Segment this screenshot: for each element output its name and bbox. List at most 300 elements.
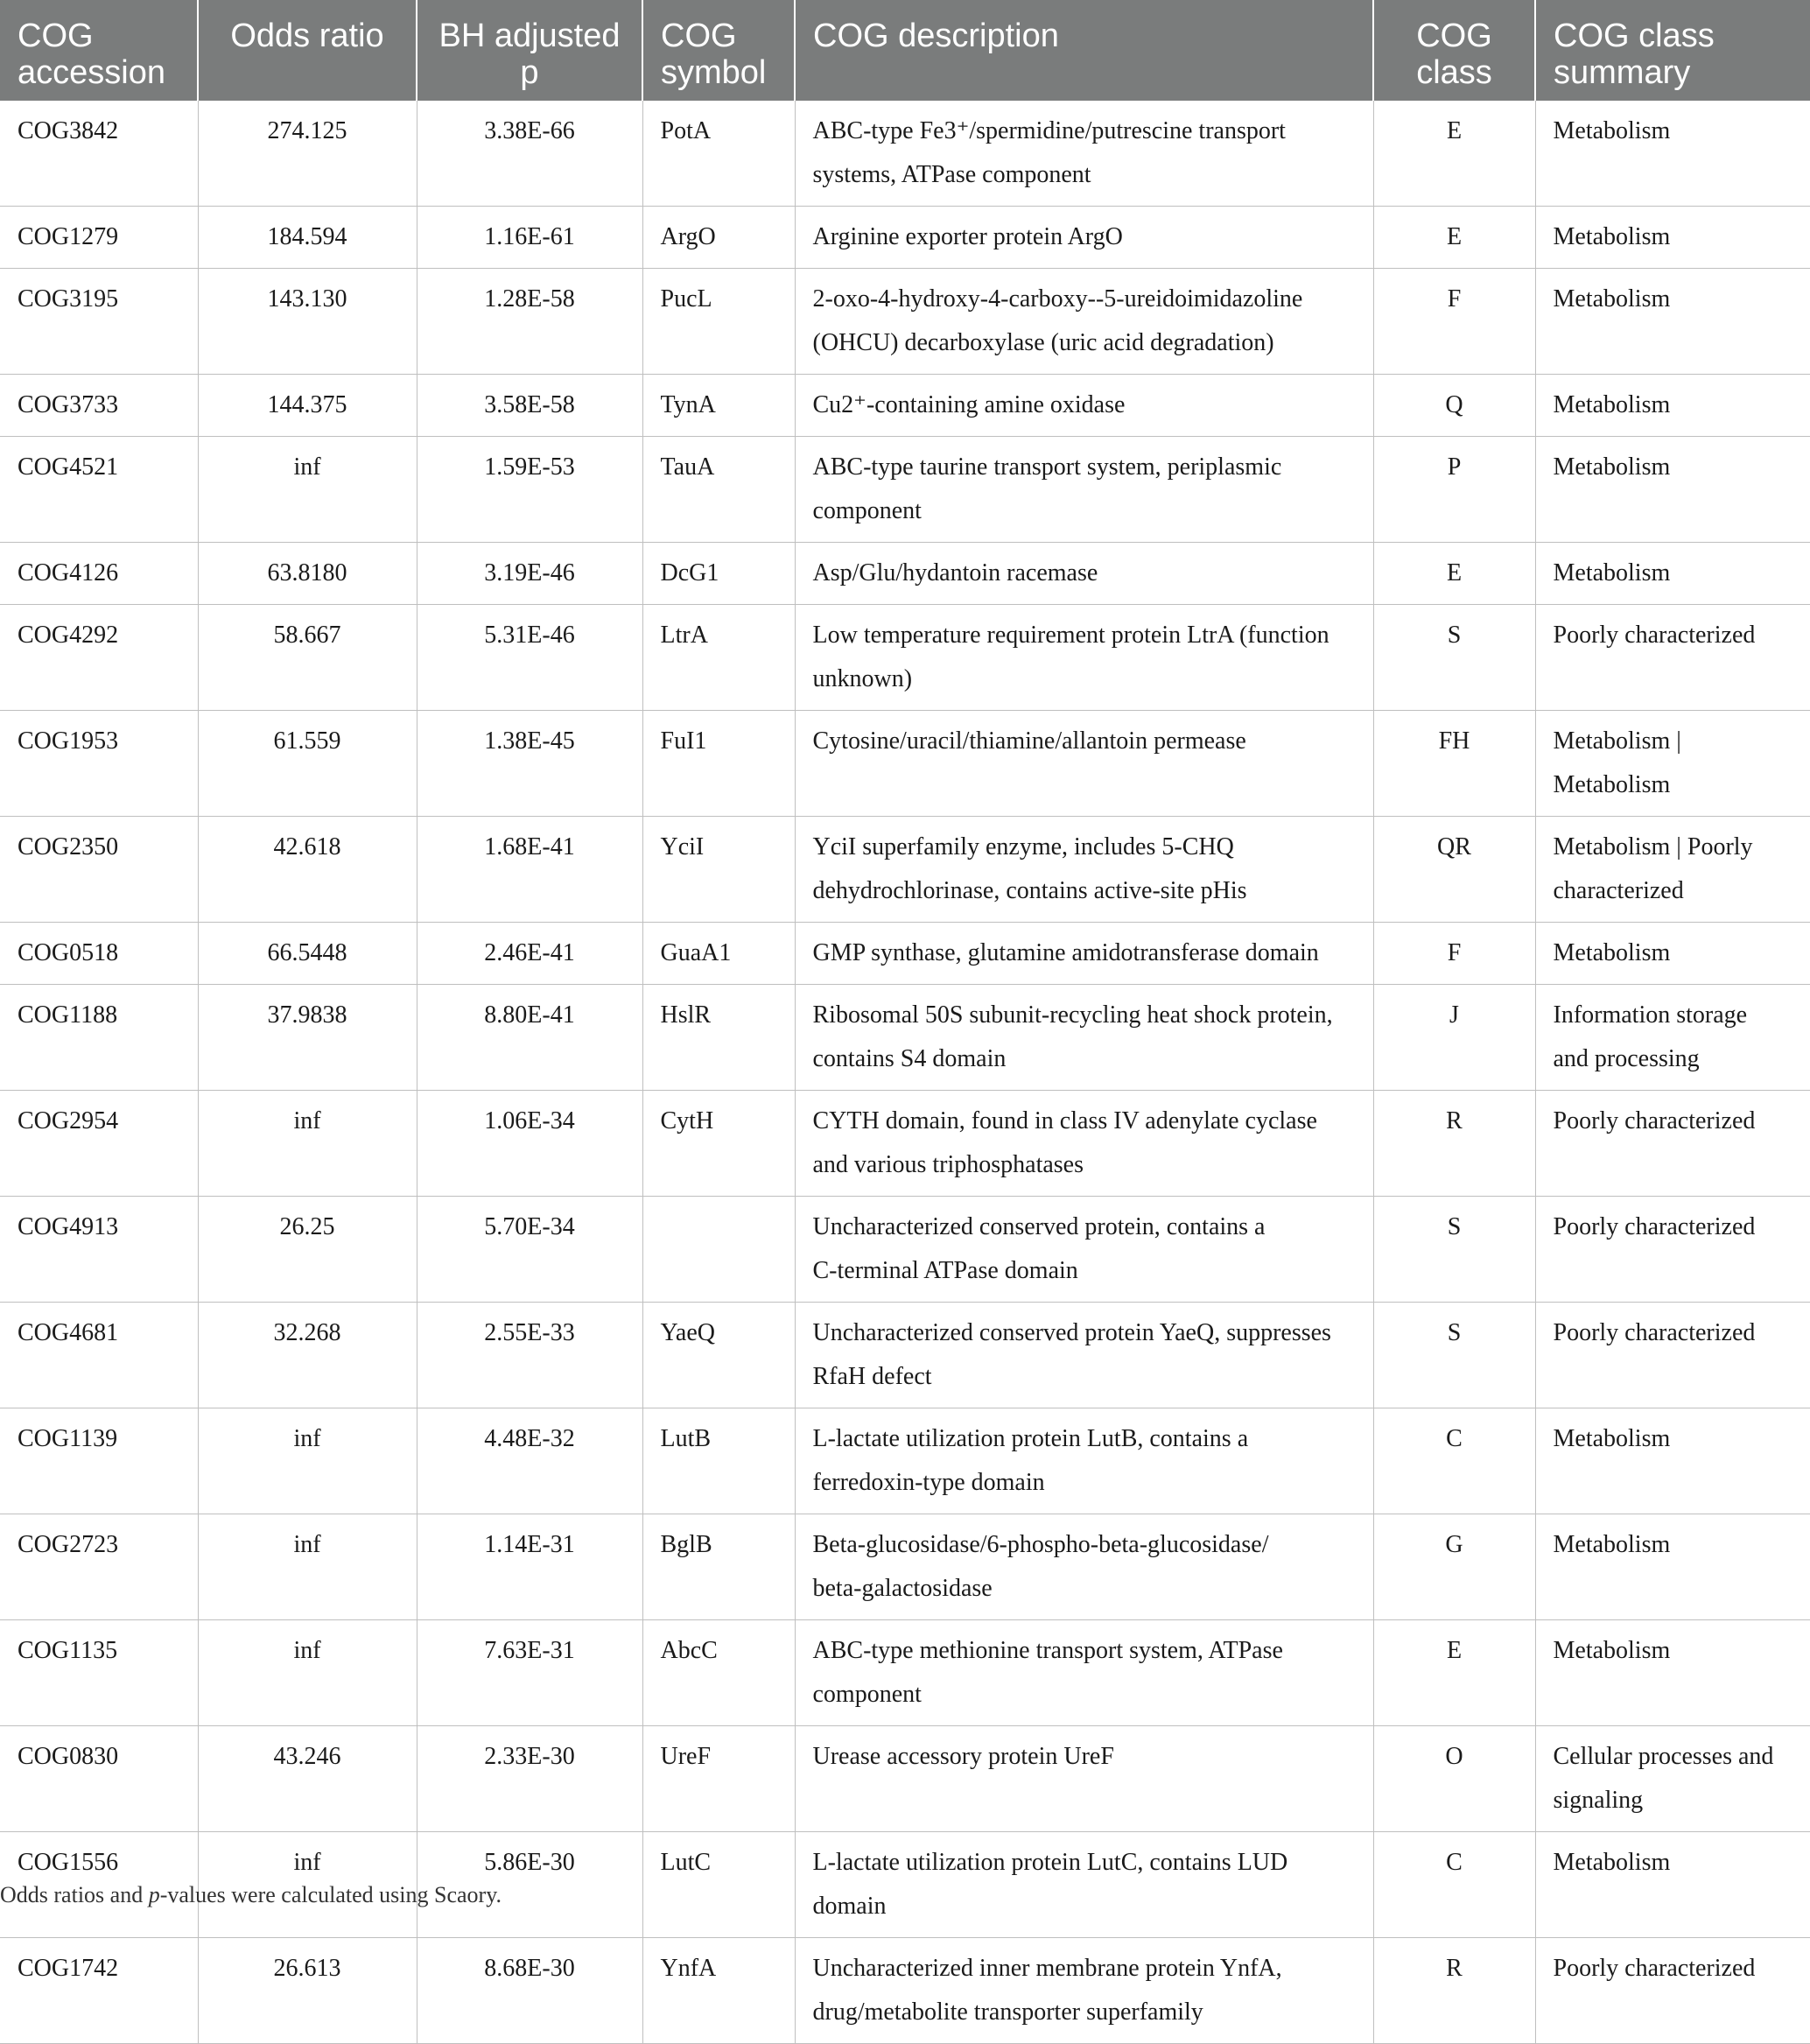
cell-cog-symbol-text: AbcC xyxy=(660,1637,718,1664)
cell-cog-description-text: ABC-type methionine transport system, ATPase xyxy=(812,1637,1283,1664)
cell-cog-description-text: C-terminal ATPase domain xyxy=(812,1257,1078,1284)
cell-cog-symbol-text: BglB xyxy=(660,1531,712,1558)
cell-cog-class-text: Q xyxy=(1445,391,1463,418)
cell-cog-class xyxy=(1373,375,1535,437)
cell-cog-class-text: F xyxy=(1447,939,1462,966)
cell-cog-class-summary xyxy=(1535,1408,1810,1514)
cell-cog-accession-text: COG4292 xyxy=(18,622,119,649)
cell-cog-symbol xyxy=(642,207,795,269)
table-row xyxy=(0,1620,1810,1726)
cell-cog-description-text: contains S4 domain xyxy=(812,1045,1007,1072)
cell-odds-ratio xyxy=(198,437,417,543)
cell-cog-description xyxy=(795,437,1373,543)
cell-cog-description-text: component xyxy=(812,497,922,524)
cell-cog-class-summary xyxy=(1535,375,1810,437)
cell-bh-adjusted-p-text: 1.06E-34 xyxy=(484,1107,575,1134)
cell-bh-adjusted-p-text: 4.48E-32 xyxy=(484,1425,575,1452)
cell-cog-class xyxy=(1373,1091,1535,1197)
cell-odds-ratio xyxy=(198,985,417,1091)
cell-cog-class-summary xyxy=(1535,543,1810,605)
cell-cog-description-text: Beta-glucosidase/6-phospho-beta-glucosidase/ xyxy=(812,1531,1269,1558)
cell-cog-description xyxy=(795,1408,1373,1514)
cell-cog-accession-text: COG2954 xyxy=(18,1107,119,1134)
cell-cog-class xyxy=(1373,1620,1535,1726)
cell-cog-symbol-text: PucL xyxy=(660,285,712,313)
cell-cog-class-text: E xyxy=(1446,559,1463,587)
cell-odds-ratio-text: 66.5448 xyxy=(267,939,347,966)
cell-cog-class-summary xyxy=(1535,269,1810,375)
cell-cog-accession xyxy=(0,269,198,375)
cell-cog-description-text: Cytosine/uracil/thiamine/allantoin permease xyxy=(812,727,1246,755)
cell-cog-description-text: L-lactate utilization protein LutC, contains LUD xyxy=(812,1849,1288,1876)
cell-cog-accession-text: COG2723 xyxy=(18,1531,119,1558)
cell-cog-description xyxy=(795,269,1373,375)
cell-odds-ratio-text: 143.130 xyxy=(267,285,347,313)
cell-cog-description xyxy=(795,711,1373,817)
cell-odds-ratio-text: 43.246 xyxy=(273,1743,341,1770)
cell-bh-adjusted-p xyxy=(417,1091,642,1197)
cell-cog-description-text: dehydrochlorinase, contains active-site pHis xyxy=(812,877,1247,904)
cell-cog-accession xyxy=(0,101,198,207)
cell-cog-description-text: (OHCU) decarboxylase (uric acid degradation) xyxy=(812,329,1274,356)
cell-bh-adjusted-p xyxy=(417,1197,642,1303)
cell-cog-symbol xyxy=(642,985,795,1091)
cell-cog-description-text: Cu2⁺-containing amine oxidase xyxy=(812,391,1126,418)
cell-odds-ratio xyxy=(198,207,417,269)
table-row xyxy=(0,711,1810,817)
cell-cog-symbol-text: HslR xyxy=(660,1001,712,1029)
header-cog-class: COG class xyxy=(1373,0,1535,101)
cell-cog-accession-text: COG0830 xyxy=(18,1743,119,1770)
cell-cog-class-summary-text: Metabolism xyxy=(1553,117,1671,144)
cell-odds-ratio-text: 26.25 xyxy=(279,1213,335,1240)
table-row xyxy=(0,1303,1810,1408)
cell-cog-description-text: ABC-type taurine transport system, periplasmic xyxy=(812,453,1282,481)
cell-cog-symbol xyxy=(642,817,795,923)
cell-bh-adjusted-p-text: 5.86E-30 xyxy=(484,1849,575,1876)
cell-cog-class-summary-text: Metabolism xyxy=(1553,1637,1671,1664)
cell-cog-symbol xyxy=(642,923,795,985)
cell-odds-ratio-text: 42.618 xyxy=(273,833,341,860)
cell-cog-accession xyxy=(0,605,198,711)
cell-cog-class-text: G xyxy=(1445,1531,1463,1558)
cell-cog-symbol xyxy=(642,1832,795,1938)
cell-cog-description-text: Arginine exporter protein ArgO xyxy=(812,223,1123,250)
cell-cog-accession-text: COG1953 xyxy=(18,727,119,755)
header-cog-symbol: COG symbol xyxy=(642,0,795,101)
cell-cog-accession xyxy=(0,1303,198,1408)
cell-odds-ratio-text: 37.9838 xyxy=(267,1001,347,1029)
cell-bh-adjusted-p xyxy=(417,1303,642,1408)
cell-cog-symbol-text: ArgO xyxy=(660,223,716,250)
cell-cog-accession xyxy=(0,1620,198,1726)
cell-bh-adjusted-p xyxy=(417,1408,642,1514)
cell-cog-description-text: and various triphosphatases xyxy=(812,1151,1084,1178)
cell-odds-ratio xyxy=(198,711,417,817)
table-footnote: Odds ratios and p-values were calculated using Scaory. xyxy=(0,1882,502,1907)
cell-cog-class xyxy=(1373,101,1535,207)
cell-odds-ratio xyxy=(198,1938,417,2044)
cell-odds-ratio-text: inf xyxy=(293,1637,321,1664)
cell-cog-class-text: E xyxy=(1446,223,1463,250)
cell-cog-class-summary xyxy=(1535,437,1810,543)
cell-cog-description xyxy=(795,207,1373,269)
cell-cog-class xyxy=(1373,1514,1535,1620)
cell-bh-adjusted-p-text: 1.59E-53 xyxy=(484,453,575,481)
cell-odds-ratio xyxy=(198,923,417,985)
table-row xyxy=(0,101,1810,207)
table-row xyxy=(0,543,1810,605)
cell-cog-symbol xyxy=(642,1514,795,1620)
cell-cog-accession xyxy=(0,543,198,605)
cell-cog-description xyxy=(795,101,1373,207)
cell-cog-class-text: O xyxy=(1445,1743,1463,1770)
cell-cog-class-text: R xyxy=(1446,1107,1463,1134)
cell-cog-accession-text: COG1135 xyxy=(18,1637,118,1664)
cell-odds-ratio xyxy=(198,1726,417,1832)
cell-cog-class xyxy=(1373,1408,1535,1514)
cell-cog-description xyxy=(795,817,1373,923)
cell-cog-accession-text: COG2350 xyxy=(18,833,119,860)
cell-cog-description-text: Low temperature requirement protein LtrA (function xyxy=(812,622,1329,649)
cell-cog-class-summary xyxy=(1535,711,1810,817)
cell-cog-accession-text: COG0518 xyxy=(18,939,119,966)
cell-cog-class-summary-text: Poorly characterized xyxy=(1553,1107,1756,1134)
cell-cog-description-text: systems, ATPase component xyxy=(812,161,1091,188)
cell-bh-adjusted-p xyxy=(417,207,642,269)
cell-cog-class-summary xyxy=(1535,1091,1810,1197)
cell-cog-class-summary-text: Metabolism xyxy=(1553,391,1671,418)
cell-cog-accession xyxy=(0,1938,198,2044)
cell-odds-ratio-text: inf xyxy=(293,1107,321,1134)
cell-cog-symbol-text: TynA xyxy=(660,391,716,418)
cell-cog-description-text: GMP synthase, glutamine amidotransferase domain xyxy=(812,939,1319,966)
cell-cog-symbol xyxy=(642,543,795,605)
cell-bh-adjusted-p-text: 8.68E-30 xyxy=(484,1955,575,1982)
cell-cog-class-summary xyxy=(1535,1197,1810,1303)
cell-cog-accession-text: COG4913 xyxy=(18,1213,119,1240)
cell-cog-accession-text: COG4126 xyxy=(18,559,119,587)
cell-bh-adjusted-p-text: 1.14E-31 xyxy=(484,1531,575,1558)
cell-cog-class-summary-text: Metabolism xyxy=(1553,1849,1671,1876)
cell-odds-ratio xyxy=(198,605,417,711)
cell-cog-class-summary-text: Information storage xyxy=(1553,1001,1748,1029)
cell-odds-ratio-text: 61.559 xyxy=(273,727,341,755)
cell-cog-description-text: Ribosomal 50S subunit-recycling heat shock protein, xyxy=(812,1001,1333,1029)
cell-cog-class-summary-text: characterized xyxy=(1553,877,1684,904)
cell-cog-class-summary-text: Metabolism xyxy=(1553,1425,1671,1452)
cell-cog-description-text: RfaH defect xyxy=(812,1363,932,1390)
cell-bh-adjusted-p-text: 1.38E-45 xyxy=(484,727,575,755)
cell-cog-description xyxy=(795,543,1373,605)
cell-bh-adjusted-p xyxy=(417,375,642,437)
cell-cog-class xyxy=(1373,1303,1535,1408)
cell-cog-description-text: component xyxy=(812,1681,922,1708)
cell-odds-ratio xyxy=(198,817,417,923)
cell-cog-symbol xyxy=(642,605,795,711)
cell-cog-symbol xyxy=(642,269,795,375)
cell-cog-description-text: Asp/Glu/hydantoin racemase xyxy=(812,559,1098,587)
cell-cog-class-summary-text: Metabolism | Poorly xyxy=(1553,833,1753,860)
cell-cog-class xyxy=(1373,711,1535,817)
cell-cog-description xyxy=(795,923,1373,985)
cell-cog-symbol xyxy=(642,711,795,817)
cell-cog-description xyxy=(795,1514,1373,1620)
table-row xyxy=(0,1938,1810,2044)
cell-cog-accession-text: COG3195 xyxy=(18,285,119,313)
cell-cog-accession xyxy=(0,711,198,817)
cell-cog-symbol-text: LutB xyxy=(660,1425,712,1452)
cell-cog-class-summary-text: and processing xyxy=(1553,1045,1700,1072)
cell-bh-adjusted-p xyxy=(417,985,642,1091)
cell-bh-adjusted-p xyxy=(417,1620,642,1726)
cell-odds-ratio-text: inf xyxy=(293,1425,321,1452)
cell-cog-description-text: drug/metabolite transporter superfamily xyxy=(812,1998,1203,2026)
cell-cog-class-summary-text: Metabolism xyxy=(1553,223,1671,250)
table-header xyxy=(0,0,1810,101)
cell-cog-class-summary-text: Metabolism xyxy=(1553,771,1671,798)
cell-cog-accession xyxy=(0,1726,198,1832)
cell-cog-class xyxy=(1373,985,1535,1091)
cell-odds-ratio-text: 144.375 xyxy=(267,391,347,418)
cell-bh-adjusted-p xyxy=(417,711,642,817)
cell-cog-class-text: P xyxy=(1447,453,1462,481)
cell-cog-symbol-text: YciI xyxy=(660,833,705,860)
cell-cog-class-summary-text: Cellular processes and xyxy=(1553,1743,1774,1770)
cell-bh-adjusted-p-text: 1.16E-61 xyxy=(484,223,575,250)
cell-cog-class xyxy=(1373,1832,1535,1938)
cell-cog-accession xyxy=(0,985,198,1091)
cell-bh-adjusted-p-text: 3.58E-58 xyxy=(484,391,575,418)
cell-cog-accession xyxy=(0,1408,198,1514)
cell-bh-adjusted-p-text: 3.19E-46 xyxy=(484,559,575,587)
cell-odds-ratio xyxy=(198,1408,417,1514)
cell-cog-class-text: E xyxy=(1446,117,1463,144)
cell-bh-adjusted-p-text: 8.80E-41 xyxy=(484,1001,575,1029)
cell-cog-class-summary-text: signaling xyxy=(1553,1787,1644,1814)
cell-cog-description-text: ABC-type Fe3⁺/spermidine/putrescine transport xyxy=(812,117,1286,144)
cell-cog-accession xyxy=(0,817,198,923)
cell-cog-description-text: CYTH domain, found in class IV adenylate cyclase xyxy=(812,1107,1317,1134)
cell-cog-symbol-text: FuI1 xyxy=(660,727,707,755)
table-row xyxy=(0,1091,1810,1197)
cell-odds-ratio-text: 274.125 xyxy=(267,117,347,144)
cell-cog-accession-text: COG1279 xyxy=(18,223,119,250)
table-row xyxy=(0,817,1810,923)
cell-bh-adjusted-p-text: 5.31E-46 xyxy=(484,622,575,649)
cell-cog-description-text: L-lactate utilization protein LutB, contains a xyxy=(812,1425,1249,1452)
cell-cog-symbol xyxy=(642,375,795,437)
cell-bh-adjusted-p-text: 3.38E-66 xyxy=(484,117,575,144)
cell-cog-description xyxy=(795,1620,1373,1726)
table-row xyxy=(0,985,1810,1091)
cell-cog-description xyxy=(795,375,1373,437)
cell-cog-description-text: beta-galactosidase xyxy=(812,1575,993,1602)
cell-cog-description-text: domain xyxy=(812,1893,887,1920)
cell-cog-accession-text: COG1742 xyxy=(18,1955,119,1982)
cell-odds-ratio xyxy=(198,543,417,605)
cell-cog-description-text: ferredoxin-type domain xyxy=(812,1469,1045,1496)
cell-cog-class-summary xyxy=(1535,1832,1810,1938)
cell-cog-symbol-text: CytH xyxy=(660,1107,714,1134)
cell-cog-class xyxy=(1373,1938,1535,2044)
cell-cog-class xyxy=(1373,437,1535,543)
cell-cog-class xyxy=(1373,923,1535,985)
table-row xyxy=(0,207,1810,269)
cell-odds-ratio xyxy=(198,1197,417,1303)
cell-bh-adjusted-p-text: 2.46E-41 xyxy=(484,939,575,966)
cell-cog-class-summary-text: Poorly characterized xyxy=(1553,1213,1756,1240)
cell-cog-class-summary xyxy=(1535,101,1810,207)
cell-cog-description xyxy=(795,1726,1373,1832)
cell-cog-class-summary-text: Metabolism | xyxy=(1553,727,1681,755)
cell-bh-adjusted-p-text: 7.63E-31 xyxy=(484,1637,575,1664)
cell-odds-ratio-text: 184.594 xyxy=(267,223,347,250)
cell-cog-description-text: 2-oxo-4-hydroxy-4-carboxy--5-ureidoimidazoline xyxy=(812,285,1303,313)
cell-cog-symbol xyxy=(642,1303,795,1408)
cell-cog-accession xyxy=(0,1514,198,1620)
cell-cog-class xyxy=(1373,817,1535,923)
cell-cog-class-text: F xyxy=(1447,285,1462,313)
cell-cog-accession xyxy=(0,375,198,437)
cell-cog-accession-text: COG3733 xyxy=(18,391,119,418)
cell-cog-class-text: C xyxy=(1446,1425,1463,1452)
table-row xyxy=(0,923,1810,985)
cell-cog-accession-text: COG3842 xyxy=(18,117,119,144)
header-odds-ratio: Odds ratio xyxy=(198,0,417,101)
cell-cog-symbol-text: DcG1 xyxy=(660,559,719,587)
header-bh-adjusted-p: BH adjusted p xyxy=(417,0,642,101)
cell-cog-symbol-text: TauA xyxy=(660,453,715,481)
cell-cog-description-text: Uncharacterized conserved protein, contains a xyxy=(812,1213,1266,1240)
cell-bh-adjusted-p xyxy=(417,101,642,207)
table-body xyxy=(0,101,1810,2044)
cell-cog-accession xyxy=(0,437,198,543)
cell-cog-class xyxy=(1373,543,1535,605)
cell-cog-symbol xyxy=(642,437,795,543)
cell-cog-description-text: Uncharacterized inner membrane protein YnfA, xyxy=(812,1955,1282,1982)
cell-cog-class-summary xyxy=(1535,207,1810,269)
cell-odds-ratio-text: 63.8180 xyxy=(267,559,347,587)
cell-cog-accession xyxy=(0,923,198,985)
cell-cog-class xyxy=(1373,269,1535,375)
cell-bh-adjusted-p xyxy=(417,269,642,375)
table-row xyxy=(0,1197,1810,1303)
cell-odds-ratio xyxy=(198,375,417,437)
cell-bh-adjusted-p-text: 2.33E-30 xyxy=(484,1743,575,1770)
cell-cog-class-summary-text: Poorly characterized xyxy=(1553,1955,1756,1982)
cell-odds-ratio-text: 26.613 xyxy=(273,1955,341,1982)
cell-cog-symbol xyxy=(642,1197,795,1303)
cell-cog-accession-text: COG1188 xyxy=(18,1001,118,1029)
cell-cog-class-summary xyxy=(1535,605,1810,711)
cell-bh-adjusted-p xyxy=(417,1726,642,1832)
cell-cog-symbol-text: LtrA xyxy=(660,622,708,649)
cell-cog-accession-text: COG1556 xyxy=(18,1849,119,1876)
cell-bh-adjusted-p xyxy=(417,923,642,985)
cell-cog-class-summary xyxy=(1535,1726,1810,1832)
cell-cog-description xyxy=(795,605,1373,711)
cell-cog-class-summary xyxy=(1535,1514,1810,1620)
cell-cog-class-summary-text: Metabolism xyxy=(1553,1531,1671,1558)
cell-cog-description xyxy=(795,1938,1373,2044)
table-row xyxy=(0,605,1810,711)
cell-bh-adjusted-p xyxy=(417,543,642,605)
cell-cog-accession xyxy=(0,1197,198,1303)
header-cog-class-summary: COG class summary xyxy=(1535,0,1810,101)
cell-cog-symbol xyxy=(642,1091,795,1197)
cell-odds-ratio xyxy=(198,1303,417,1408)
header-cog-accession: COG accession xyxy=(18,18,165,91)
cell-cog-class-text: FH xyxy=(1438,727,1470,755)
cell-cog-class xyxy=(1373,1197,1535,1303)
cell-cog-class-text: E xyxy=(1446,1637,1463,1664)
cell-cog-description xyxy=(795,985,1373,1091)
table-row xyxy=(0,1408,1810,1514)
cell-odds-ratio-text: 58.667 xyxy=(273,622,341,649)
cell-cog-symbol-text: LutC xyxy=(660,1849,712,1876)
cell-cog-class xyxy=(1373,1726,1535,1832)
cell-cog-class xyxy=(1373,207,1535,269)
table-row xyxy=(0,437,1810,543)
cell-cog-symbol xyxy=(642,101,795,207)
cell-cog-symbol xyxy=(642,1408,795,1514)
cell-cog-class-summary xyxy=(1535,985,1810,1091)
header-cog-description: COG description xyxy=(795,0,1373,101)
cell-cog-class-summary xyxy=(1535,1303,1810,1408)
cell-cog-description-text: Uncharacterized conserved protein YaeQ, suppresses xyxy=(812,1319,1331,1346)
cell-cog-class-summary xyxy=(1535,1620,1810,1726)
cell-cog-class-text: R xyxy=(1446,1955,1463,1982)
table-row xyxy=(0,269,1810,375)
cell-cog-class-text: C xyxy=(1446,1849,1463,1876)
cell-cog-symbol-text: YaeQ xyxy=(660,1319,715,1346)
cell-cog-description-text: unknown) xyxy=(812,665,913,692)
cell-bh-adjusted-p xyxy=(417,1938,642,2044)
header-row xyxy=(0,0,1810,101)
cell-cog-class-summary-text: Poorly characterized xyxy=(1553,622,1756,649)
cell-odds-ratio xyxy=(198,101,417,207)
cell-cog-symbol xyxy=(642,1620,795,1726)
cell-cog-description xyxy=(795,1303,1373,1408)
cell-cog-class-summary-text: Poorly characterized xyxy=(1553,1319,1756,1346)
cell-cog-class-summary xyxy=(1535,1938,1810,2044)
cell-bh-adjusted-p xyxy=(417,817,642,923)
cell-bh-adjusted-p xyxy=(417,437,642,543)
cell-cog-class xyxy=(1373,605,1535,711)
cell-cog-accession xyxy=(0,1091,198,1197)
cell-cog-symbol-text: YnfA xyxy=(660,1955,717,1982)
cell-cog-description xyxy=(795,1832,1373,1938)
cell-cog-symbol xyxy=(642,1938,795,2044)
cell-bh-adjusted-p-text: 1.28E-58 xyxy=(484,285,575,313)
cell-cog-symbol-text: PotA xyxy=(660,117,712,144)
cell-bh-adjusted-p xyxy=(417,605,642,711)
cell-cog-class-summary-text: Metabolism xyxy=(1553,559,1671,587)
cell-cog-symbol-text: UreF xyxy=(660,1743,712,1770)
cell-bh-adjusted-p-text: 2.55E-33 xyxy=(484,1319,575,1346)
cell-cog-class-summary-text: Metabolism xyxy=(1553,939,1671,966)
cell-cog-symbol xyxy=(642,1726,795,1832)
cell-odds-ratio xyxy=(198,1514,417,1620)
cell-cog-class-text: QR xyxy=(1437,833,1471,860)
cell-odds-ratio xyxy=(198,1620,417,1726)
cell-odds-ratio-text: 32.268 xyxy=(273,1319,341,1346)
cell-cog-class-summary-text: Metabolism xyxy=(1553,285,1671,313)
cell-cog-description-text: Urease accessory protein UreF xyxy=(812,1743,1114,1770)
cell-odds-ratio xyxy=(198,1091,417,1197)
cell-cog-description-text: YciI superfamily enzyme, includes 5-CHQ xyxy=(812,833,1234,860)
